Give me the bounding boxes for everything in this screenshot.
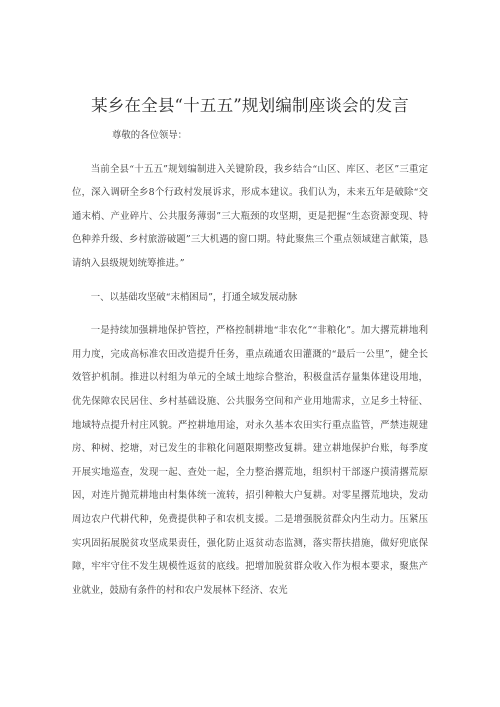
- document-body: [72, 124, 428, 602]
- section-heading: 一、以基础攻坚破“末梢困局”，打通全域发展动脉: [90, 291, 298, 303]
- spacer: [72, 309, 428, 319]
- spacer: [72, 148, 428, 158]
- salutation: 尊敬的各位领导：: [112, 130, 188, 141]
- spacer: [72, 276, 428, 286]
- section-paragraph: 一是持续加强耕地保护管控，严格控制耕地“非农化”“非粮化”。加大撂荒耕地利用力度，完成高标准农田改造提升任务，重点疏通农田灌溉的“最后一公里”，健全长效管护机制。推进以村组为单元的全域土地综合整治，积极盘活存量集体建设用地，优先保障农民居住、乡村基础设施、公共服务空间和产业用地需求，立足乡土特征、地域特点提升村庄风貌。严控耕地用途，对永久基本农田实行重点监管，严禁违规建房、种树、挖塘，对已发生的非粮化问题限期整改复耕。建立耕地保护台账，每季度开展实地巡查，发现一起、查处一起，全力整治撂荒地，组织村干部逐户摸清撂荒原因，对连片抛荒耕地由村集体统一流转，招引种粮大户复耕。对零星撂荒地块，发动周边农户代耕代种，免费提供种子和农机支援。二是增强脱贫群众内生动力。压紧压实巩固拓展脱贫攻坚成果责任，强化防止返贫动态监测，落实帮扶措施，做好兜底保障，牢牢守住不发生规模性返贫的底线。把增加脱贫群众收入作为根本要求，聚焦产业就业，鼓励有条件的村和农户发展林下经济、农光: [72, 325, 428, 596]
- intro-paragraph: 当前全县“十五五”规划编制进入关键阶段，我乡结合“山区、库区、老区”三重定位，深入调研全乡8个行政村发展诉求，形成本建议。我们认为，未来五年是破除“交通末梢、产业碎片、公共服务薄弱”三大瓶颈的攻坚期，更是把握“生态资源变现、特色种养升级、乡村旅游破题”三大机遇的窗口期。特此聚焦三个重点领域建言献策，恳请纳入县级规划统筹推进。”: [72, 163, 428, 269]
- document-title: 某乡在全县“十五五”规划编制座谈会的发言: [91, 96, 409, 115]
